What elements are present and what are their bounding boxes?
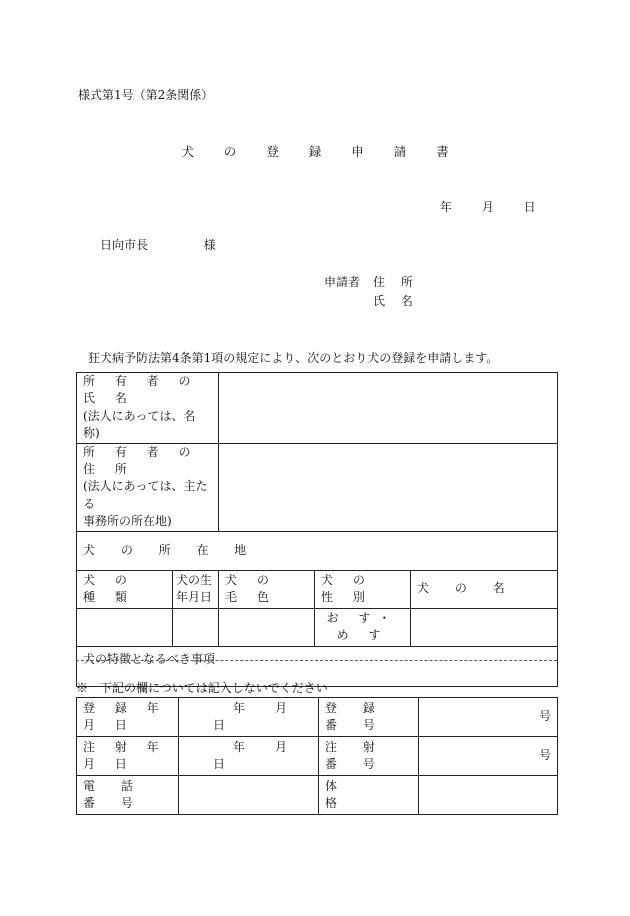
injection-number-suffix: 号: [538, 748, 551, 763]
dog-name-header: 犬 の 名: [411, 570, 558, 608]
breed-field[interactable]: [77, 608, 173, 646]
phone-label: 電 話 番 号: [77, 776, 179, 815]
injection-year-label: 年: [233, 739, 246, 754]
date-day: 日: [523, 200, 536, 214]
application-date: [440, 198, 536, 215]
dog-location-cell[interactable]: [77, 531, 558, 570]
addressee-name: 日向市長: [100, 238, 149, 252]
injection-date-label: 注 射 年 月 日: [77, 737, 179, 776]
birthdate-header: 犬の生年月日: [176, 572, 213, 605]
birthdate-field[interactable]: [173, 608, 219, 646]
injection-month-label: 月: [275, 739, 288, 754]
injection-day-label: 日: [213, 757, 226, 771]
applicant-name-label: 氏 名: [373, 294, 419, 308]
registration-date-label: 登 録 年 月 日: [77, 698, 179, 737]
injection-number-field[interactable]: [419, 737, 558, 776]
breed-header: 犬 の 種 類: [77, 570, 173, 608]
owner-address-note-2: 事務所の所在地): [83, 514, 172, 529]
date-month: 月: [481, 200, 494, 214]
cut-line: [76, 660, 557, 661]
intro-text: 狂犬病予防法第4条第1項の規定により、次のとおり犬の登録を申請します。: [88, 351, 499, 365]
features-label: 犬の特徴となるべき事項: [83, 651, 216, 666]
owner-name-note: (法人にあっては、名称): [83, 408, 196, 441]
registration-year-label: 年: [233, 700, 246, 715]
owner-address-note-1: (法人にあっては、主たる: [83, 479, 208, 511]
document-title: 犬 の 登 録 申 請 書: [181, 144, 462, 159]
coat-color-header: 犬 の 毛 色: [219, 570, 315, 608]
build-label: 体 格: [325, 778, 376, 810]
owner-name-field[interactable]: [219, 373, 558, 444]
phone-field[interactable]: [179, 776, 319, 815]
office-use-table: [76, 697, 558, 815]
owner-address-field[interactable]: [219, 443, 558, 531]
injection-number-label: 注 射 番 号: [319, 737, 419, 776]
sex-header: 犬 の 性 別: [315, 570, 411, 608]
owner-address-label-cell: [77, 443, 219, 531]
sex-field[interactable]: [315, 608, 411, 646]
registration-day-label: 日: [213, 718, 226, 732]
injection-date-field[interactable]: [179, 737, 319, 776]
registration-number-field[interactable]: [419, 698, 558, 737]
applicant-label: 申請者: [324, 275, 361, 289]
coat-color-field[interactable]: [219, 608, 315, 646]
dog-location-label: 犬 の 所 在 地: [83, 542, 258, 557]
owner-name-label-cell: [77, 373, 219, 444]
registration-date-field[interactable]: [179, 698, 319, 737]
addressee: [100, 236, 216, 253]
owner-name-label: 所 有 者 の 氏 名: [83, 374, 199, 406]
sex-options: お す・め す: [326, 610, 399, 643]
registration-number-suffix: 号: [538, 709, 551, 724]
date-year: 年: [440, 200, 453, 214]
registration-number-label: 登 録 番 号: [319, 698, 419, 737]
dog-registration-table: [76, 372, 558, 687]
dog-name-field[interactable]: [411, 608, 558, 646]
birthdate-header-cell: [173, 570, 219, 608]
applicant-address-label: 住 所: [373, 275, 419, 289]
form-code: 様式第1号（第2条関係）: [78, 88, 214, 102]
office-use-note: ※ 下記の欄については記入しないでください: [76, 681, 328, 695]
build-field[interactable]: [419, 776, 558, 815]
build-label-cell: [319, 776, 419, 815]
addressee-honorific: 様: [203, 238, 216, 252]
registration-month-label: 月: [275, 700, 288, 715]
owner-address-label: 所 有 者 の 住 所: [83, 444, 199, 476]
